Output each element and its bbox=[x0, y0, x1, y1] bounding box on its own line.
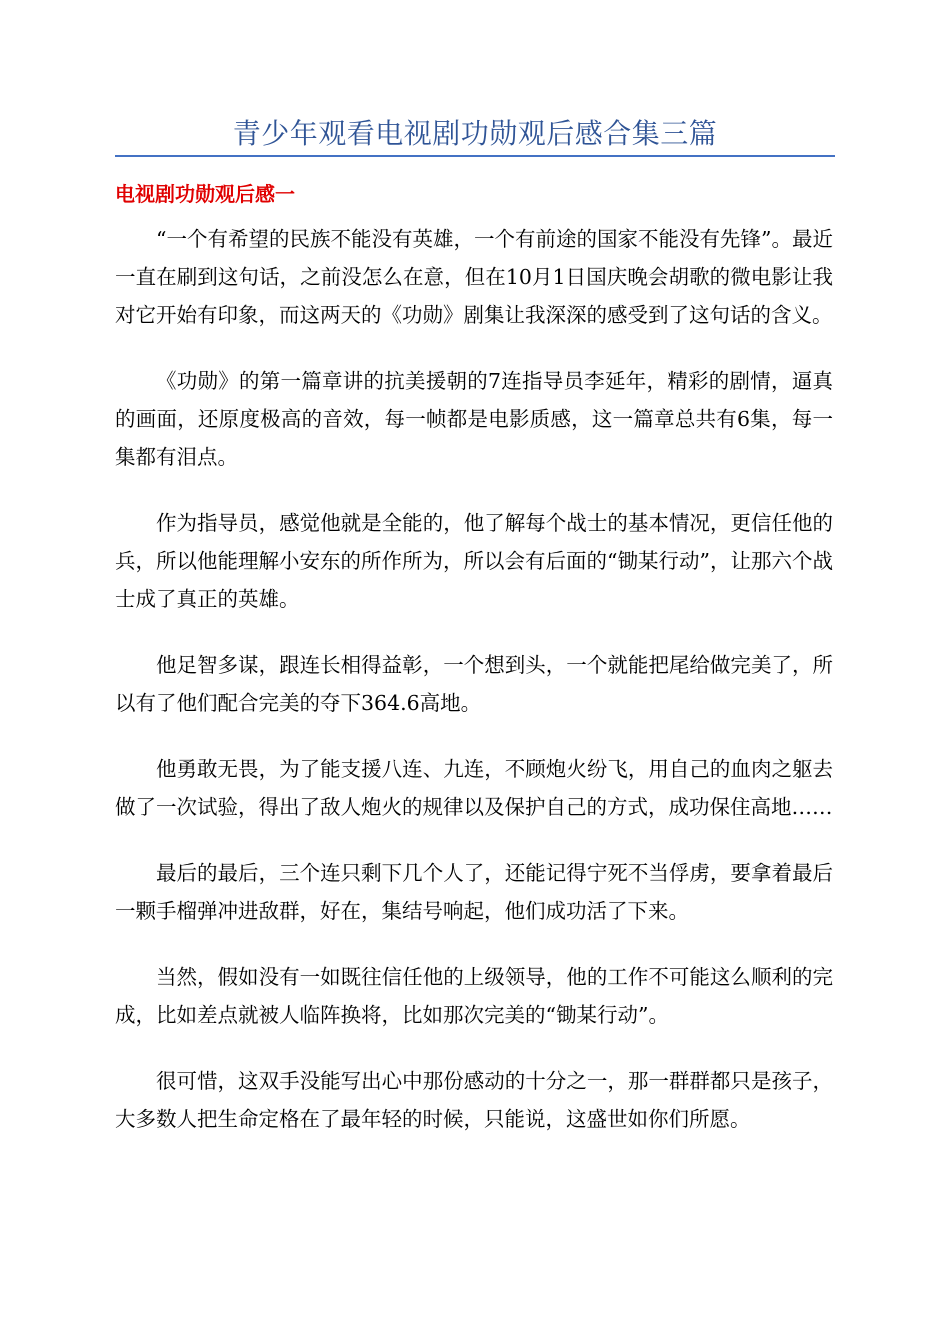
paragraph-2: 《功勋》的第一篇章讲的抗美援朝的7连指导员李延年，精彩的剧情，逼真的画面，还原度极高的音效，每一帧都是电影质感，这一篇章总共有6集，每一集都有泪点。 bbox=[115, 369, 833, 469]
document-title: 青少年观看电视剧功勋观后感合集三篇 bbox=[232, 117, 718, 150]
paragraph-6: 最后的最后，三个连只剩下几个人了，还能记得宁死不当俘虏，要拿着最后一颗手榴弹冲进敌群，好在，集结号响起，他们成功活了下来。 bbox=[115, 861, 833, 923]
paragraph-7: 当然，假如没有一如既往信任他的上级领导，他的工作不可能这么顺利的完成，比如差点就被人临阵换将，比如那次完美的“锄某行动”。 bbox=[115, 965, 833, 1027]
paragraph-5: 他勇敢无畏，为了能支援八连、九连，不顾炮火纷飞，用自己的血肉之躯去做了一次试验，得出了敌人炮火的规律以及保护自己的方式，成功保住高地…… bbox=[115, 757, 833, 819]
paragraph-1: “一个有希望的民族不能没有英雄，一个有前途的国家不能没有先锋”。最近一直在刷到这句话，之前没怎么在意，但在10月1日国庆晚会胡歌的微电影让我对它开始有印象，而这两天的《功勋》剧集让我深深的感受到了这句话的含义。 bbox=[115, 227, 833, 327]
paragraph-3: 作为指导员，感觉他就是全能的，他了解每个战士的基本情况，更信任他的兵，所以他能理解小安东的所作所为，所以会有后面的“锄某行动”，让那六个战士成了真正的英雄。 bbox=[115, 511, 833, 611]
title-divider bbox=[115, 155, 835, 157]
section-heading: 电视剧功勋观后感一 bbox=[115, 182, 295, 206]
paragraph-8: 很可惜，这双手没能写出心中那份感动的十分之一，那一群群都只是孩子，大多数人把生命定格在了最年轻的时候，只能说，这盛世如你们所愿。 bbox=[115, 1069, 833, 1131]
document-body bbox=[115, 220, 833, 1166]
paragraph-4: 他足智多谋，跟连长相得益彰，一个想到头，一个就能把尾给做完美了，所以有了他们配合完美的夺下364.6高地。 bbox=[115, 653, 833, 715]
